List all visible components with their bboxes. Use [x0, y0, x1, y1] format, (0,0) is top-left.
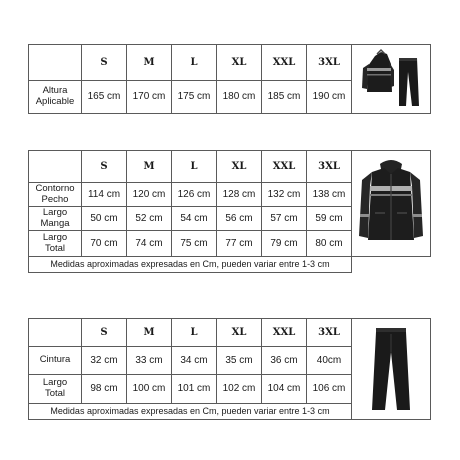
product-image-cell [352, 45, 431, 114]
value-cell: 57 cm [262, 207, 307, 231]
size-header: XL [217, 151, 262, 183]
size-table-height [28, 44, 431, 114]
size-table-pants [28, 318, 431, 420]
value-cell: 54 cm [172, 207, 217, 231]
value-cell: 104 cm [262, 375, 307, 404]
size-header: L [172, 45, 217, 81]
value-cell: 165 cm [82, 81, 127, 114]
value-cell: 32 cm [82, 347, 127, 375]
size-header-row [29, 45, 431, 81]
size-header-row [29, 151, 431, 183]
size-header: 3XL [307, 151, 352, 183]
value-cell: 132 cm [262, 183, 307, 207]
value-cell: 120 cm [127, 183, 172, 207]
value-cell: 34 cm [172, 347, 217, 375]
size-header: S [82, 319, 127, 347]
size-header: M [127, 45, 172, 81]
size-header: XL [217, 319, 262, 347]
value-cell: 185 cm [262, 81, 307, 114]
size-header: L [172, 151, 217, 183]
row-label: Cintura [29, 347, 82, 375]
row-label: Largo Total [29, 375, 82, 404]
size-table-jacket [28, 150, 431, 273]
value-cell: 33 cm [127, 347, 172, 375]
value-cell: 170 cm [127, 81, 172, 114]
value-cell: 79 cm [262, 231, 307, 257]
value-cell: 35 cm [217, 347, 262, 375]
value-cell: 80 cm [307, 231, 352, 257]
value-cell: 59 cm [307, 207, 352, 231]
value-cell: 101 cm [172, 375, 217, 404]
note-row [29, 257, 431, 273]
size-header: 3XL [307, 319, 352, 347]
value-cell: 77 cm [217, 231, 262, 257]
row-label: Largo Manga [29, 207, 82, 231]
size-header: M [127, 319, 172, 347]
row-label: Altura Aplicable [29, 81, 82, 114]
size-header: S [82, 45, 127, 81]
size-header-row [29, 319, 431, 347]
corner-cell [29, 151, 82, 183]
size-header: XXL [262, 45, 307, 81]
value-cell: 70 cm [82, 231, 127, 257]
row-label: Largo Total [29, 231, 82, 257]
size-header: L [172, 319, 217, 347]
value-cell: 50 cm [82, 207, 127, 231]
value-cell: 138 cm [307, 183, 352, 207]
value-cell: 74 cm [127, 231, 172, 257]
product-image-cell [352, 151, 431, 257]
value-cell: 100 cm [127, 375, 172, 404]
size-header: XXL [262, 319, 307, 347]
rain-jacket-icon [356, 156, 426, 252]
value-cell: 36 cm [262, 347, 307, 375]
value-cell: 114 cm [82, 183, 127, 207]
raincoat-set-icon [361, 48, 421, 110]
size-header: S [82, 151, 127, 183]
row-label: Contorno Pecho [29, 183, 82, 207]
size-header: XL [217, 45, 262, 81]
measurement-note: Medidas aproximadas expresadas en Cm, pueden variar entre 1-3 cm [29, 404, 352, 420]
corner-cell [29, 319, 82, 347]
value-cell: 126 cm [172, 183, 217, 207]
value-cell: 106 cm [307, 375, 352, 404]
measurement-note: Medidas aproximadas expresadas en Cm, pueden variar entre 1-3 cm [29, 257, 352, 273]
value-cell: 180 cm [217, 81, 262, 114]
product-image-cell [352, 319, 431, 420]
value-cell: 52 cm [127, 207, 172, 231]
value-cell: 190 cm [307, 81, 352, 114]
rain-pants-icon [368, 326, 414, 412]
value-cell: 175 cm [172, 81, 217, 114]
value-cell: 56 cm [217, 207, 262, 231]
size-header: M [127, 151, 172, 183]
value-cell: 102 cm [217, 375, 262, 404]
size-header: XXL [262, 151, 307, 183]
size-header: 3XL [307, 45, 352, 81]
corner-cell [29, 45, 82, 81]
value-cell: 75 cm [172, 231, 217, 257]
value-cell: 98 cm [82, 375, 127, 404]
value-cell: 40cm [307, 347, 352, 375]
value-cell: 128 cm [217, 183, 262, 207]
